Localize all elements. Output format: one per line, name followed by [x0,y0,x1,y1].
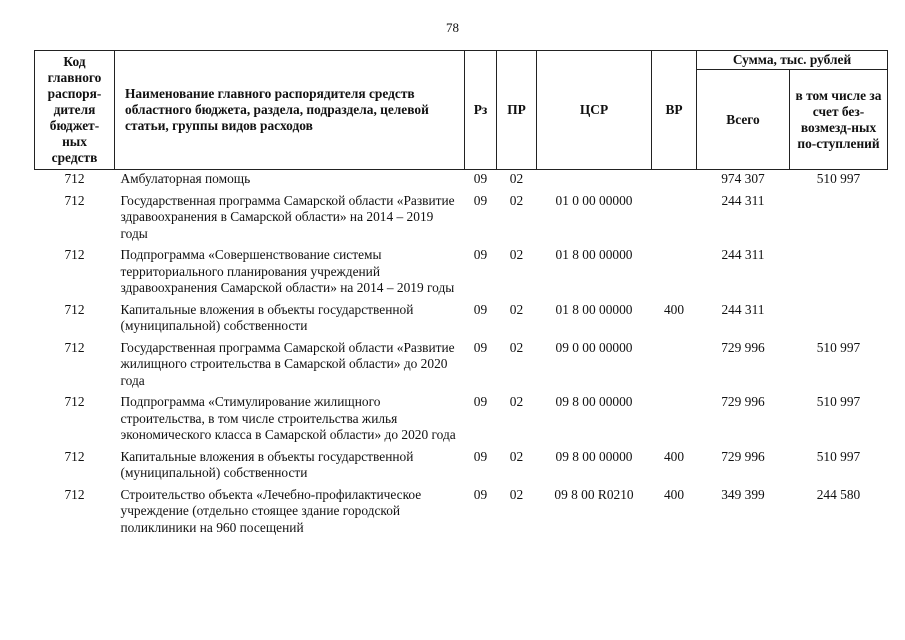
cell-csr: 09 8 00 00000 [555,394,633,409]
table-row [35,392,888,447]
cell-rz: 09 [473,486,488,502]
cell-csr: 01 8 00 00000 [555,247,633,262]
cell-csr: 01 0 00 00000 [555,192,633,208]
cell-free [790,300,888,338]
cell-total: 729 996 [721,339,765,355]
cell-free: 510 997 [816,339,861,355]
table-row [35,338,888,393]
table-row [35,485,888,540]
cell-total: 729 996 [721,394,765,409]
cell-total: 729 996 [721,448,765,464]
cell-csr: 09 8 00 R0210 [554,486,634,502]
cell-vr [652,392,697,447]
header-rz: Рз [465,51,497,170]
header-vr: ВР [652,51,697,170]
cell-vr [652,338,697,393]
cell-csr: 09 8 00 00000 [555,448,633,464]
budget-table [34,50,888,539]
header-sum: Сумма, тыс. рублей [697,51,888,70]
cell-total: 244 311 [721,247,765,262]
cell-total: 244 311 [721,301,765,317]
cell-name: Капитальные вложения в объекты государственной (муниципальной) собственности [120,301,414,333]
cell-vr [652,170,697,191]
table-row [35,191,888,246]
cell-pr: 02 [509,192,524,208]
header-name: Наименование главного распорядителя средств областного бюджета, раздела, подраздела, целевой статьи, группы видов расходов [115,51,465,170]
cell-pr: 02 [509,339,524,355]
cell-csr [537,170,652,191]
cell-pr: 02 [509,394,524,409]
cell-csr: 01 8 00 00000 [555,301,633,317]
cell-vr: 400 [663,448,685,464]
cell-code: 712 [64,247,85,262]
cell-total: 349 399 [721,486,765,502]
table-row [35,170,888,191]
cell-name: Подпрограмма «Совершенствование системы территориального планирования учреждений здравоохранения Самарской области» на 2014 – 2019 годы [120,247,455,295]
table-row [35,245,888,300]
cell-free: 510 997 [816,448,861,464]
cell-code: 712 [64,394,85,409]
cell-name: Капитальные вложения в объекты государственной (муниципальной) собственности [120,448,414,480]
cell-csr: 09 0 00 00000 [555,339,633,355]
header-total: Всего [697,70,790,170]
cell-pr: 02 [509,171,524,186]
cell-code: 712 [64,171,85,186]
cell-rz: 09 [473,192,488,208]
cell-rz: 09 [473,394,488,409]
cell-vr [652,191,697,246]
header-code: Код главного распоря-дителя бюджет-ных средств [35,51,115,170]
table-row [35,300,888,338]
cell-total: 974 307 [721,171,765,186]
cell-name: Строительство объекта «Лечебно-профилактическое учреждение (отдельно стоящее здание городской поликлиники на 960 посещений [120,486,422,535]
cell-free [790,191,888,246]
cell-free: 244 580 [816,486,861,502]
cell-rz: 09 [473,171,488,186]
cell-code: 712 [64,301,85,317]
cell-code: 712 [64,339,85,355]
table-row [35,447,888,485]
cell-vr: 400 [663,301,685,317]
cell-code: 712 [64,486,85,502]
cell-code: 712 [64,192,85,208]
cell-code: 712 [64,448,85,464]
header-csr: ЦСР [537,51,652,170]
cell-rz: 09 [473,339,488,355]
cell-rz: 09 [473,448,488,464]
page-number: 78 [446,20,459,35]
cell-free: 510 997 [816,394,861,409]
header-free: в том числе за счет без-возмезд-ных по-ступлений [790,70,888,170]
cell-vr [652,245,697,300]
cell-total: 244 311 [721,192,765,208]
cell-rz: 09 [473,247,488,262]
cell-name: Подпрограмма «Стимулирование жилищного строительства, в том числе строительства жилья экономического класса в Самарской области» до 2020 года [120,394,456,442]
cell-pr: 02 [509,301,524,317]
cell-pr: 02 [509,247,524,262]
cell-name: Амбулаторная помощь [120,171,251,186]
header-pr: ПР [497,51,537,170]
cell-free [790,245,888,300]
cell-rz: 09 [473,301,488,317]
cell-vr: 400 [663,486,685,502]
cell-name: Государственная программа Самарской области «Развитие здравоохранения в Самарской области» на 2014 – 2019 годы [120,192,455,241]
cell-free: 510 997 [816,171,861,186]
cell-name: Государственная программа Самарской области «Развитие жилищного строительства в Самарской области» до 2020 года [120,339,455,388]
cell-pr: 02 [509,448,524,464]
cell-pr: 02 [509,486,524,502]
